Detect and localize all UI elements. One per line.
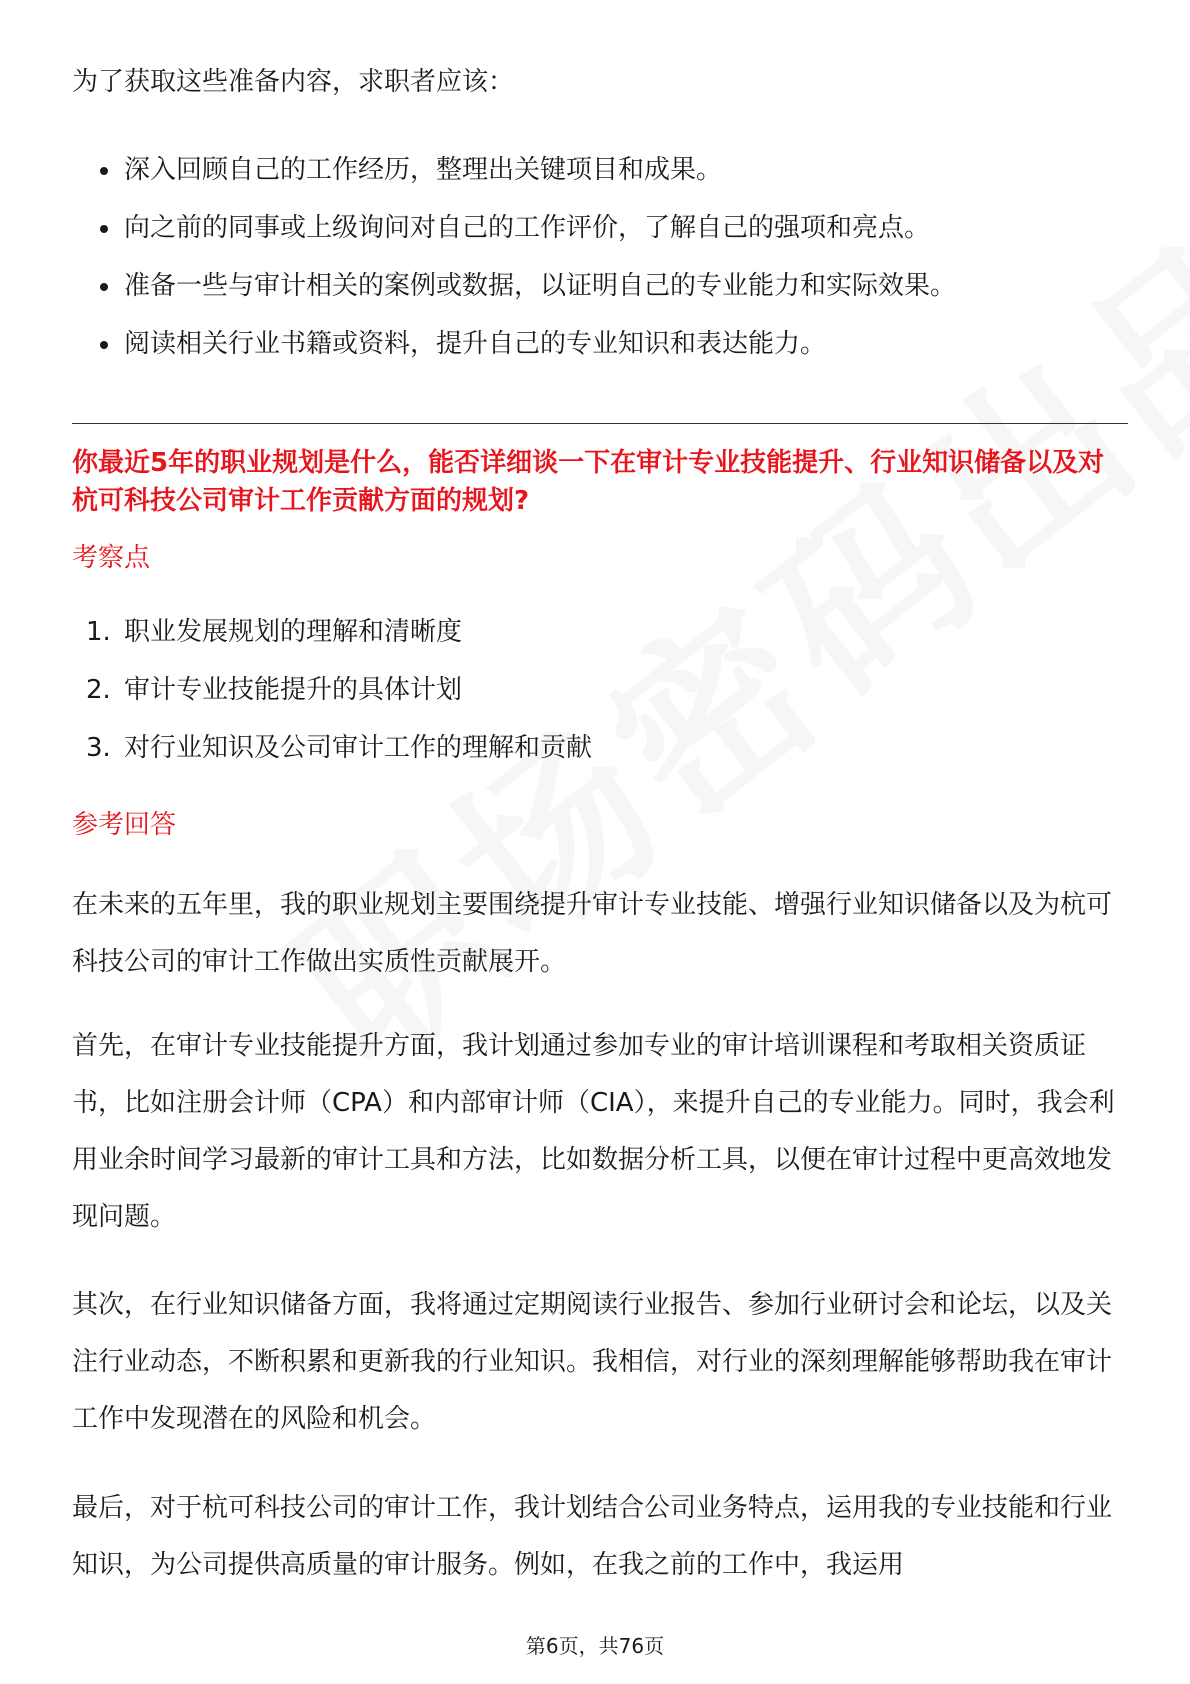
page-number-footer: 第6页，共76页 [525,1634,665,1658]
bullet-dot-icon [100,283,108,291]
bullet-dot-icon [100,225,108,233]
list-number: 1. [86,617,111,647]
list-item: 2. 审计专业技能提升的具体计划 [72,670,592,710]
interview-question: 你最近5年的职业规划是什么，能否详细谈一下在审计专业技能提升、行业知识储备以及对杭可科技公司审计工作贡献方面的规划? [72,448,1105,516]
answer-paragraph: 在未来的五年里，我的职业规划主要围绕提升审计专业技能、增强行业知识储备以及为杭可科技公司的审计工作做出实质性贡献展开。 [72,890,1113,977]
list-item: 深入回顾自己的工作经历，整理出关键项目和成果。 [72,150,956,190]
list-item: 阅读相关行业书籍或资料，提升自己的专业知识和表达能力。 [72,324,956,364]
assessment-points-heading: 考察点 [72,543,151,573]
list-item: 准备一些与审计相关的案例或数据，以证明自己的专业能力和实际效果。 [72,266,956,306]
list-item: 1. 职业发展规划的理解和清晰度 [72,612,592,652]
bullet-dot-icon [100,341,108,349]
list-number: 3. [86,733,111,763]
answer-paragraph: 其次，在行业知识储备方面，我将通过定期阅读行业报告、参加行业研讨会和论坛，以及关注行业动态，不断积累和更新我的行业知识。我相信，对行业的深刻理解能够帮助我在审计工作中发现潜在的风险和机会。 [72,1290,1113,1434]
intro-text: 为了获取这些准备内容，求职者应该： [72,67,515,97]
answer-paragraph: 最后，对于杭可科技公司的审计工作，我计划结合公司业务特点，运用我的专业技能和行业知识，为公司提供高质量的审计服务。例如，在我之前的工作中，我运用 [72,1493,1113,1580]
list-number: 2. [86,675,111,705]
answer-paragraph: 首先，在审计专业技能提升方面，我计划通过参加专业的审计培训课程和考取相关资质证书，比如注册会计师（CPA）和内部审计师（CIA），来提升自己的专业能力。同时，我会利用业余时间学习最新的审计工具和方法，比如数据分析工具，以便在审计过程中更高效地发现问题。 [72,1031,1115,1232]
reference-answer-heading: 参考回答 [72,810,177,840]
bullet-dot-icon [100,167,108,175]
list-item: 3. 对行业知识及公司审计工作的理解和贡献 [72,728,592,768]
list-item: 向之前的同事或上级询问对自己的工作评价，了解自己的强项和亮点。 [72,208,956,248]
preparation-bullet-list [72,150,956,382]
assessment-points-list [72,612,592,786]
section-divider [72,423,1128,424]
